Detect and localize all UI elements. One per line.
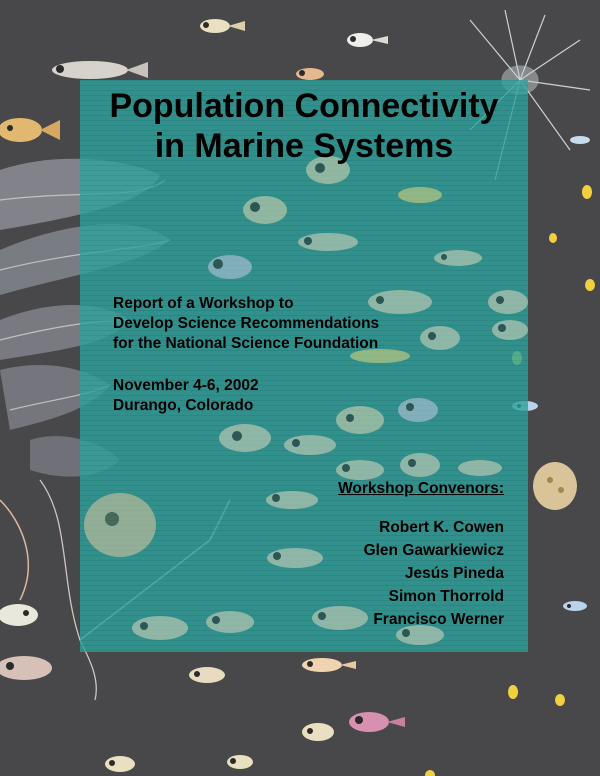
report-line-2: Develop Science Recommendations (113, 315, 380, 332)
convenor-name: Simon Thorrold (388, 588, 504, 605)
workshop-location: Durango, Colorado (113, 397, 254, 414)
convenor-name: Robert K. Cowen (379, 519, 504, 536)
convenors-heading: Workshop Convenors: (338, 480, 504, 497)
convenor-name: Jesús Pineda (404, 565, 504, 582)
title-line-2: in Marine Systems (154, 127, 454, 165)
report-line-3: for the National Science Foundation (113, 335, 379, 352)
convenor-name: Francisco Werner (373, 611, 504, 628)
title-line-1: Population Connectivity (109, 87, 499, 125)
convenor-name: Glen Gawarkiewicz (363, 542, 504, 559)
report-line-1: Report of a Workshop to (113, 295, 294, 312)
tentacle-icon (0, 500, 28, 600)
workshop-date: November 4-6, 2002 (113, 377, 259, 394)
